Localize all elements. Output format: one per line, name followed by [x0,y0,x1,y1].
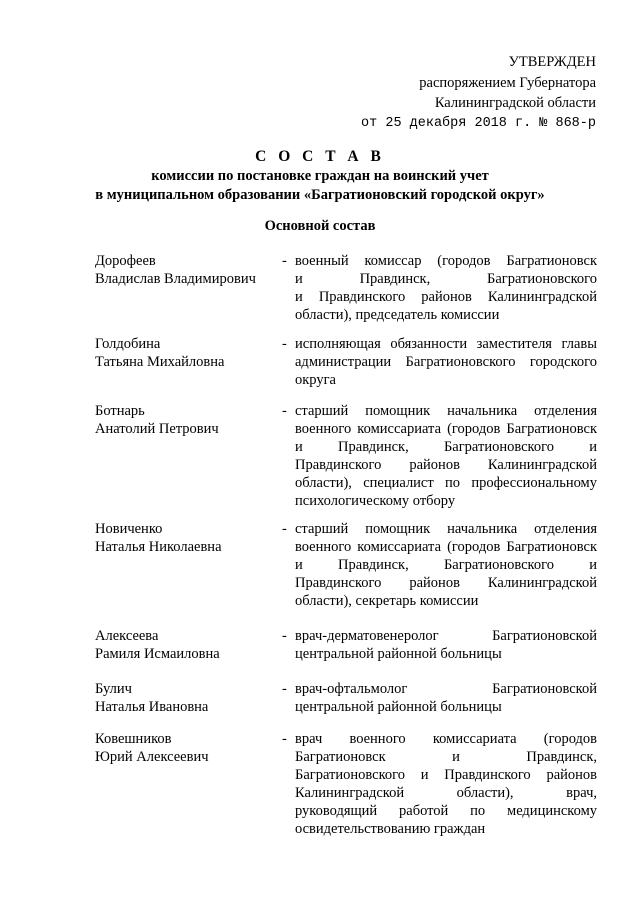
member-given-names: Рамиля Исмаиловна [95,646,220,662]
section-heading: Основной состав [264,218,376,234]
member-role-line: области), председатель комиссии [295,307,500,323]
member-name [95,402,280,438]
member-role-line: округа [295,372,336,388]
member-surname: Дорофеев [95,253,156,269]
approval-line-1: распоряжением Губернатора [419,74,596,91]
member-dash: - [282,403,287,419]
member-name [95,680,280,716]
member-role [295,520,597,610]
member-role [295,627,597,663]
approval-date: от 25 декабря 2018 г. № 868-р [361,115,596,131]
member-role-line: Правдинского районов Калининградской [295,575,597,591]
member-dash: - [282,253,287,269]
member-role-line: руководящий работой по медицинскому [295,803,597,819]
member-role-line: военного комиссариата (городов Багратионовск [295,539,597,555]
document-title [0,147,640,205]
member-role-line: Багратионовского и Правдинского районов [295,767,597,783]
member-dash: - [282,336,287,352]
approval-heading: УТВЕРЖДЕН [508,54,596,70]
member-role-line: Калининградской области), врач, [295,785,597,801]
member-role-line: освидетельствованию граждан [295,821,486,837]
member-role-line: и Правдинск, Багратионовского [295,271,597,287]
member-given-names: Юрий Алексеевич [95,749,209,765]
member-role-line: врач-офтальмолог Багратионовской [295,681,597,697]
member-role [295,730,597,838]
member-surname: Ковешников [95,731,172,747]
approval-line-2: Калининградской области [434,95,596,111]
approval-block [361,52,596,134]
member-surname: Новиченко [95,521,163,537]
member-surname: Булич [95,681,132,697]
title-line-2: в муниципальном образовании «Багратионовский городской округ» [95,187,545,203]
title-main: С О С Т А В [255,148,385,165]
member-role-line: и Правдинск, Багратионовского и [295,439,597,455]
member-role-line: Багратионовск и Правдинск, [295,749,597,765]
member-role-line: центральной районной больницы [295,699,502,715]
member-name [95,730,280,766]
member-surname: Алексеева [95,628,159,644]
member-role-line: и Правдинского районов Калининградской [295,289,597,305]
member-dash: - [282,628,287,644]
member-name [95,252,280,288]
member-dash: - [282,521,287,537]
member-role-line: психологическому отбору [295,493,456,509]
member-role-line: врач-дерматовенеролог Багратионовской [295,628,597,644]
member-role-line: области), специалист по профессиональному [295,475,597,491]
member-given-names: Наталья Ивановна [95,699,209,715]
member-name [95,520,280,556]
member-surname: Ботнарь [95,403,145,419]
member-surname: Голдобина [95,336,161,352]
member-role-line: исполняющая обязанности заместителя главы [295,336,597,352]
member-given-names: Татьяна Михайловна [95,354,225,370]
member-given-names: Владислав Владимирович [95,271,256,287]
member-role-line: военного комиссариата (городов Багратионовск [295,421,597,437]
member-role-line: военный комиссар (городов Багратионовск [295,253,597,269]
member-role-line: и Правдинск, Багратионовского и [295,557,597,573]
member-role-line: врач военного комиссариата (городов [295,731,597,747]
member-role [295,402,597,510]
member-role-line: администрации Багратионовского городского [295,354,597,370]
member-role-line: области), секретарь комиссии [295,593,479,609]
member-role-line: Правдинского районов Калининградской [295,457,597,473]
member-role-line: старший помощник начальника отделения [295,403,597,419]
member-given-names: Анатолий Петрович [95,421,219,437]
member-given-names: Наталья Николаевна [95,539,222,555]
title-line-1: комиссии по постановке граждан на воинский учет [151,168,489,184]
member-role-line: центральной районной больницы [295,646,502,662]
member-name [95,335,280,371]
member-role [295,252,597,324]
member-role-line: старший помощник начальника отделения [295,521,597,537]
member-dash: - [282,731,287,747]
member-role [295,680,597,716]
member-name [95,627,280,663]
member-dash: - [282,681,287,697]
member-role [295,335,597,389]
